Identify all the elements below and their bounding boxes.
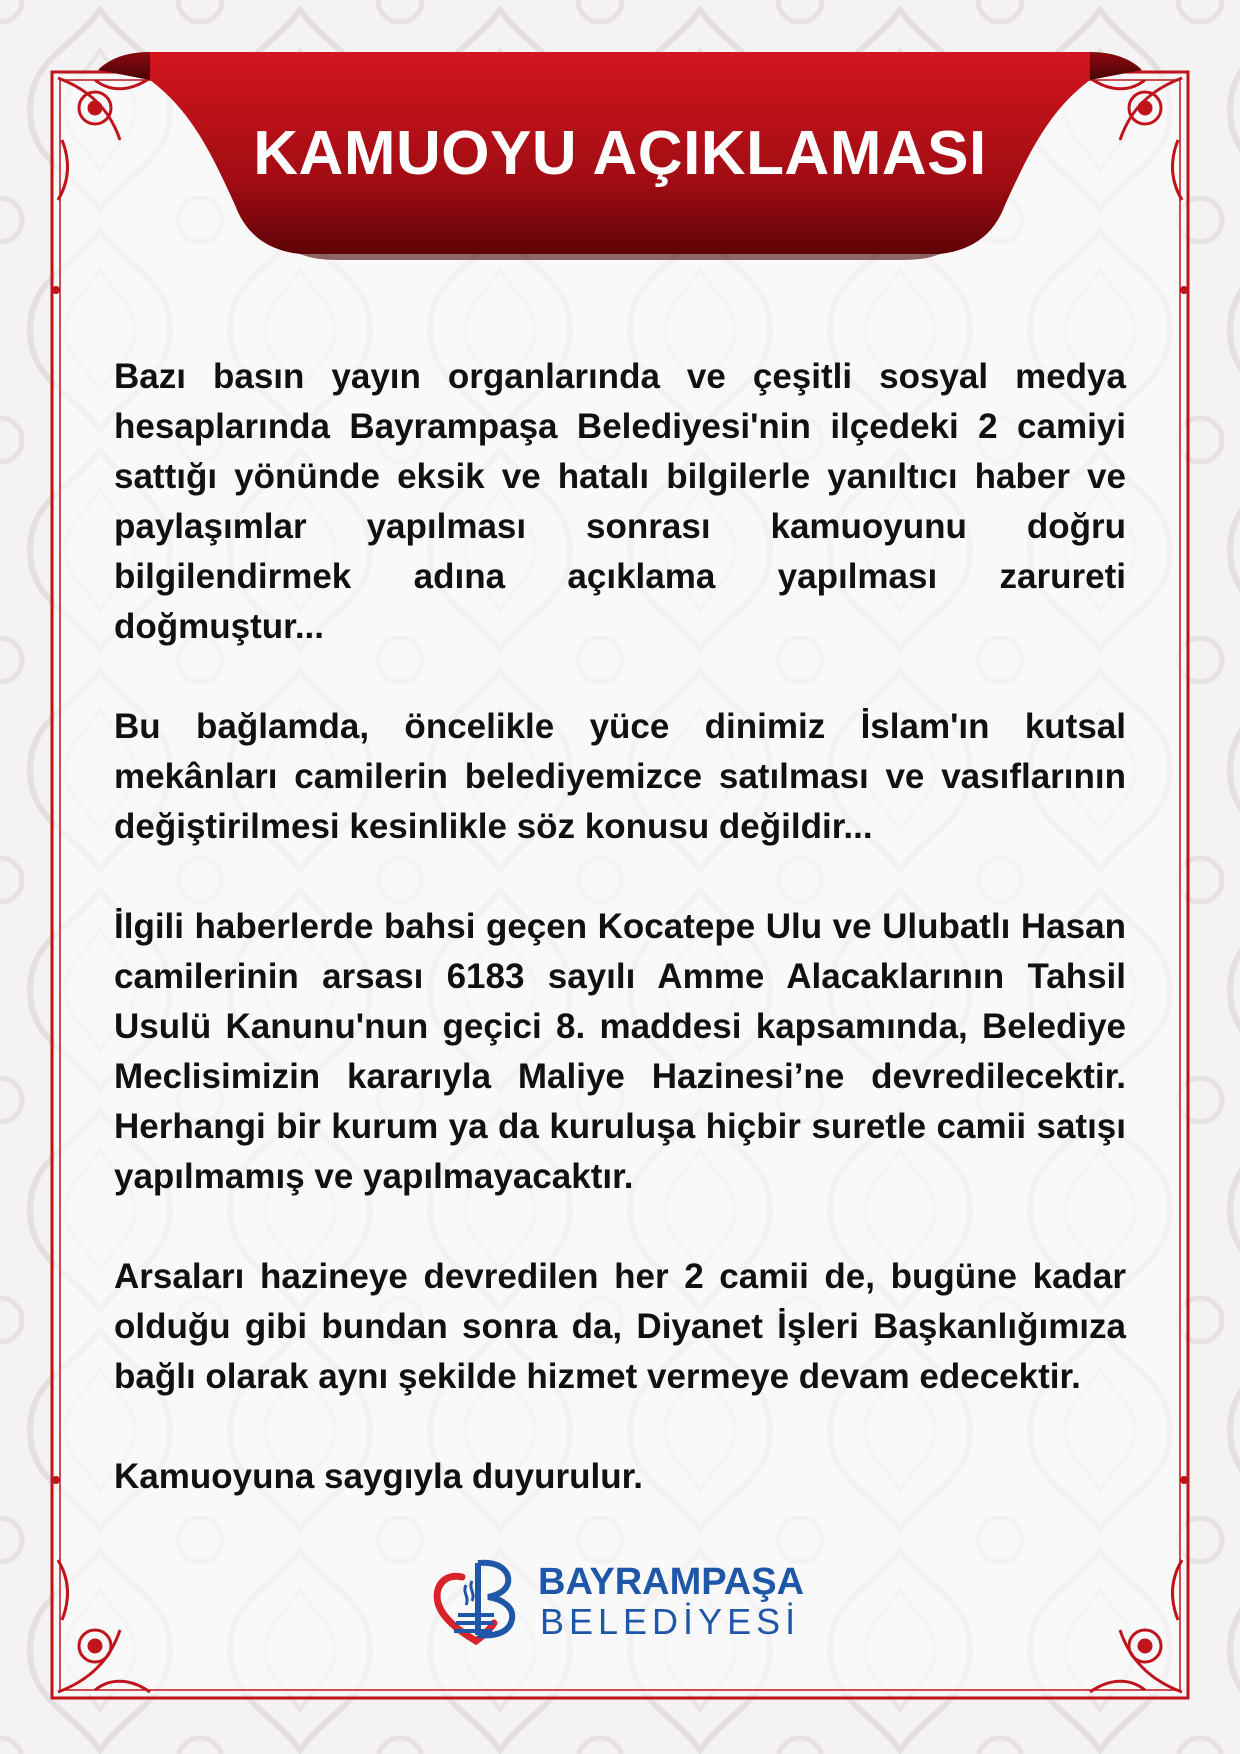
statement-body — [114, 352, 1126, 1502]
municipality-logo — [432, 1555, 812, 1645]
closing-line: Kamuoyuna saygıyla duyurulur. — [114, 1457, 644, 1496]
corner-ornament-bottom-right — [1090, 1560, 1182, 1692]
paragraph: Bazı basın yayın organlarında ve çeşitli sosyal medya hesaplarında Bayrampaşa Belediyesi'nin ilçedeki 2 camiyi sattığı yönünde eksik ve hatalı bilgilerle yanıltıcı haber ve paylaşımlar yapılması sonrası kamuoyunu doğru bilgilendirmek adına açıklama yapılması zarureti doğmuştur... — [114, 357, 1126, 646]
page-title: KAMUOYU AÇIKLAMASI — [253, 119, 987, 188]
corner-ornament-bottom-left — [58, 1560, 150, 1692]
paragraph: Arsaları hazineye devredilen her 2 camii de, bugüne kadar olduğu gibi bundan sonra da, Diyanet İşleri Başkanlığımıza bağlı olarak aynı şekilde hizmet vermeye devam edecektir. — [114, 1257, 1126, 1396]
logo-name: BAYRAMPAŞA — [538, 1561, 805, 1603]
bayrampasa-logo-icon — [432, 1555, 532, 1645]
paragraph: Bu bağlamda, öncelikle yüce dinimiz İslam'ın kutsal mekânları camilerin belediyemizce satılması ve vasıflarının değiştirilmesi kesinlikle söz konusu değildir... — [114, 707, 1126, 846]
logo-subtitle: BELEDİYESİ — [540, 1601, 801, 1642]
paragraph: İlgili haberlerde bahsi geçen Kocatepe Ulu ve Ulubatlı Hasan camilerinin arsası 6183 sayılı Amme Alacaklarının Tahsil Usulü Kanunu'nun geçici 8. maddesi kapsamında, Belediye Meclisimizin kararıyla Maliye Hazinesi’ne devredilecektir. Herhangi bir kurum ya da kuruluşa hiçbir suretle camii satışı yapılmamış ve yapılmayacaktır. — [114, 907, 1126, 1196]
